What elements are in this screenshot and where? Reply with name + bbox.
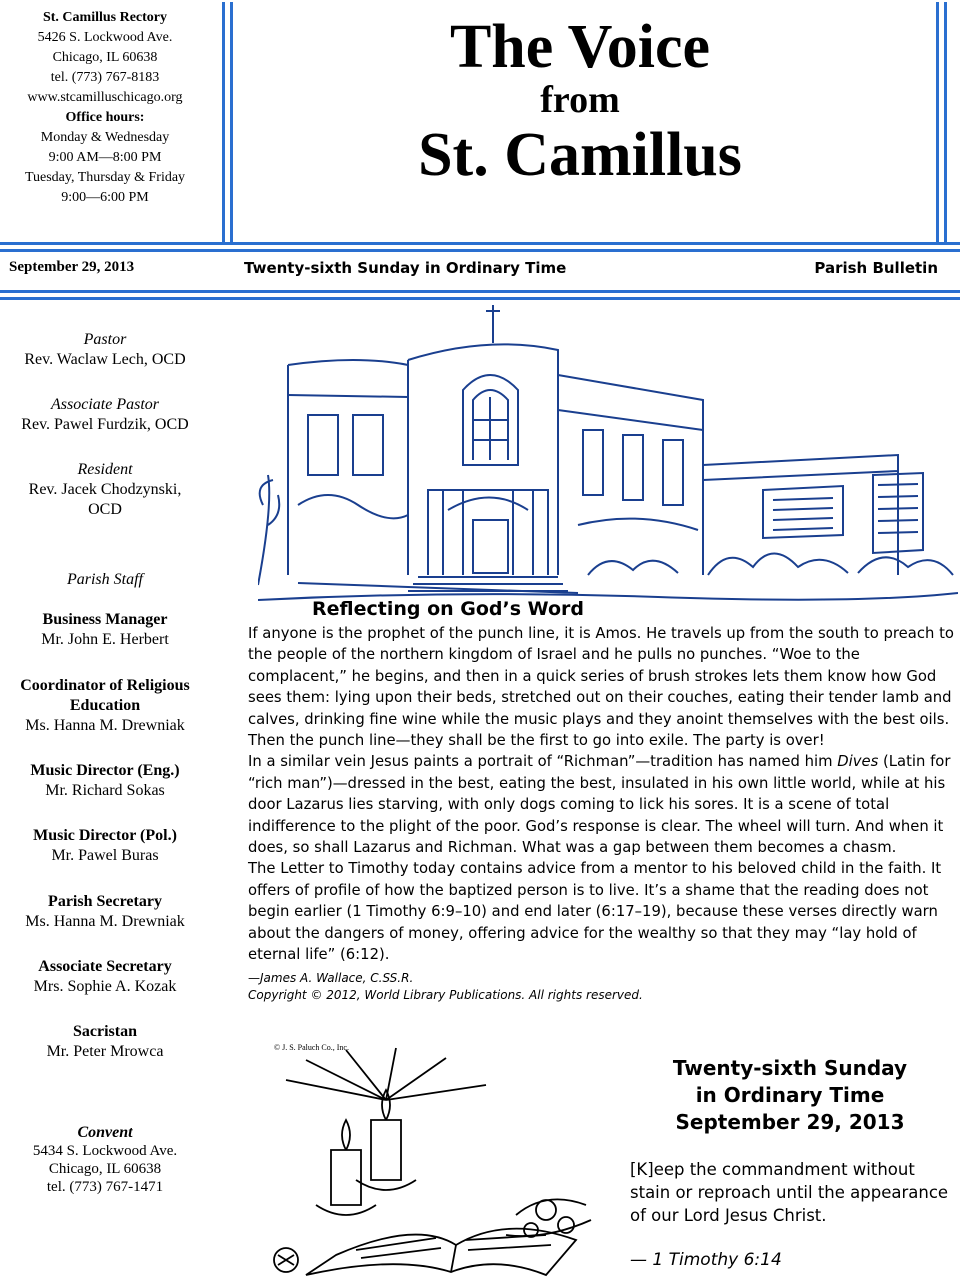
person-name: Rev. Waclaw Lech, OCD (24, 351, 186, 368)
role-label: Music Director (Pol.) (33, 827, 177, 844)
office-hours-1: 9:00 AM—8:00 PM (48, 150, 162, 165)
person-name-2: OCD (88, 501, 122, 518)
rectory-address: 5426 S. Lockwood Ave. (37, 30, 173, 45)
reflection-paragraph-2 (248, 751, 960, 858)
church-illustration (258, 305, 958, 605)
reflection-paragraph-1: If anyone is the prophet of the punch line, it is Amos. He travels up from the south to preach to the people of the northern kingdom of Israel and he pulls no punches. “Woe to the complacent,” he begins, and then in a quick series of brush strokes lets them know how God sees them: lying upon their beds, stretched out on their couches, eating their tender lamb and calves, drinking fine wine while the music plays and they anoint themselves with the best oils. Then the punch line—they shall be the first to go into exile. The party is over! (248, 625, 954, 750)
reflection-paragraph-3: The Letter to Timothy today contains advice from a mentor to his beloved child in the faith. It offers of profile of how the baptized person is to live. It’s a shame that the reading does not begin earlier (1 Timothy 6:9–10) and end later (6:17–19), because these verses directly warn about the dangers of money, offering advice for the wealthy so that they may “lay hold of eternal life” (6:12). (248, 860, 942, 964)
rectory-city: Chicago, IL 60638 (52, 50, 158, 65)
person-name: Ms. Hanna M. Drewniak (25, 717, 185, 734)
person-name: Mr. Richard Sokas (45, 782, 165, 799)
masthead-title: The Voice (449, 13, 711, 81)
office-days-2: Tuesday, Thursday & Friday (24, 170, 186, 185)
reflection-body (248, 623, 960, 1004)
staff-music-director-pol (0, 826, 210, 866)
role-label: Pastor (83, 331, 127, 348)
staff-parish-secretary (0, 892, 210, 932)
staff-heading: Parish Staff (66, 571, 143, 588)
art-credit: © J. S. Paluch Co., Inc. (274, 1043, 349, 1052)
role-label: Sacristan (73, 1023, 137, 1040)
bulletin-date: September 29, 2013 (9, 259, 135, 275)
liturgical-occasion: Twenty-sixth Sunday in Ordinary Time (244, 259, 567, 277)
staff-sacristan (0, 1022, 210, 1062)
office-days-1: Monday & Wednesday (40, 130, 170, 145)
convent-phone: tel. (773) 767-1471 (46, 1179, 164, 1195)
rectory-info (0, 8, 210, 208)
sunday-line-2: in Ordinary Time (695, 1083, 885, 1107)
role-label: Associate Pastor (51, 396, 159, 413)
bulletin-type: Parish Bulletin (814, 259, 938, 277)
masthead (230, 14, 930, 190)
clergy-pastor (0, 330, 210, 370)
reflection-text: (Latin for “rich man”)—dressed in the best, eating the best, insulated in his own little world, while at his door Lazarus lies starving, with only dogs coming to lick his sores. It is a scene of total indifference to the plight of the poor. God’s response is clear. The wheel will turn. And when it does, so shall Lazarus and Richman. What was a gap between them becomes a chasm. (248, 753, 951, 857)
convent-city: Chicago, IL 60638 (48, 1161, 162, 1177)
scripture-verse: [K]eep the commandment without stain or reproach until the appearance of our Lord Jesus Christ. (630, 1160, 949, 1225)
person-name: Ms. Hanna M. Drewniak (25, 913, 185, 930)
dateline-rule-bottom-2 (0, 297, 960, 300)
staff-religious-education (0, 676, 210, 736)
reflection-emphasis: Dives (837, 753, 879, 771)
scripture-reference: — 1 Timothy 6:14 (630, 1250, 782, 1270)
header-rule-right-2 (944, 2, 947, 242)
office-hours-label: Office hours: (65, 110, 145, 125)
person-name: Rev. Jacek Chodzynski, (28, 481, 182, 498)
role-label: Resident (77, 461, 133, 478)
masthead-from: from (540, 79, 620, 121)
sunday-date: September 29, 2013 (675, 1110, 905, 1134)
convent-label: Convent (77, 1124, 133, 1141)
office-hours-2: 9:00—6:00 PM (61, 190, 149, 205)
rectory-name: St. Camillus Rectory (42, 10, 168, 25)
header-rule-left-1 (222, 2, 225, 242)
convent-info (0, 1124, 210, 1196)
masthead-parish: St. Camillus (418, 121, 742, 189)
header-rule-right-1 (936, 2, 939, 242)
staff-business-manager (0, 610, 210, 650)
reflection-copyright: Copyright © 2012, World Library Publications. All rights reserved. (248, 987, 643, 1002)
sunday-line-1: Twenty-sixth Sunday (672, 1056, 908, 1080)
person-name: Mr. Peter Mrowca (46, 1043, 164, 1060)
reflection-text: In a similar vein Jesus paints a portrait of “Richman”—tradition has named him (248, 753, 838, 771)
role-label: Parish Secretary (48, 893, 162, 910)
convent-address: 5434 S. Lockwood Ave. (32, 1143, 178, 1159)
rectory-website[interactable]: www.stcamilluschicago.org (27, 90, 183, 105)
role-label-2: Education (69, 697, 141, 714)
candles-and-bible-illustration (246, 1040, 616, 1280)
reflection-author: —James A. Wallace, C.SS.R. (248, 970, 414, 985)
role-label: Music Director (Eng.) (30, 762, 180, 779)
role-label: Business Manager (42, 611, 168, 628)
sunday-heading (630, 1055, 950, 1136)
person-name: Rev. Pawel Furdzik, OCD (21, 416, 189, 433)
dateline-rule-bottom (0, 290, 960, 293)
person-name: Mr. Pawel Buras (51, 847, 159, 864)
dateline-rule-top-2 (0, 249, 960, 252)
rectory-phone: tel. (773) 767-8183 (50, 70, 160, 85)
clergy-associate-pastor (0, 395, 210, 435)
role-label: Coordinator of Religious (20, 677, 190, 694)
staff-music-director-eng (0, 761, 210, 801)
reflection-title: Reflecting on God’s Word (312, 598, 584, 620)
person-name: Mr. John E. Herbert (41, 631, 169, 648)
clergy-resident (0, 460, 210, 520)
person-name: Mrs. Sophie A. Kozak (33, 978, 177, 995)
role-label: Associate Secretary (38, 958, 172, 975)
staff-associate-secretary (0, 957, 210, 997)
dateline-rule-top (0, 242, 960, 245)
